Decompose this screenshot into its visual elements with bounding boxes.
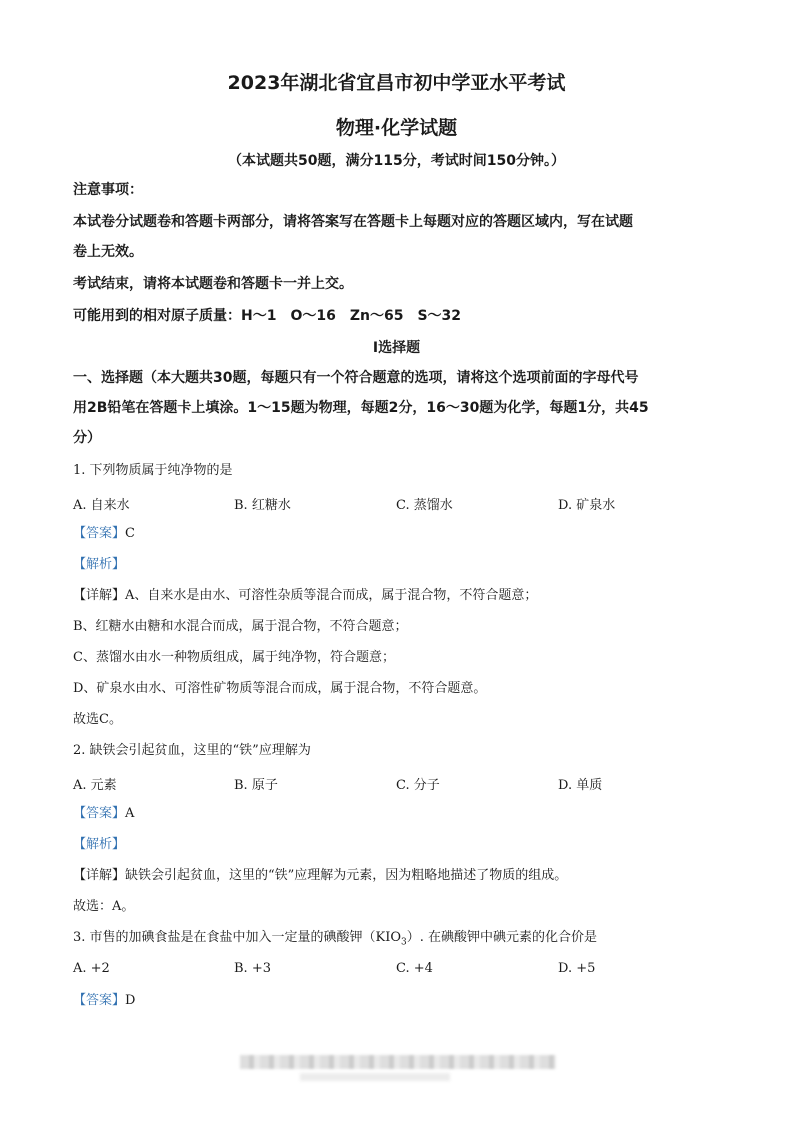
q2-option-a: A. 元素 (73, 778, 117, 793)
q2-option-d: D. 单质 (558, 778, 603, 793)
notice-heading: 注意事项： (73, 182, 143, 198)
q3-stem-after: ）. 在碘酸钾中碘元素的化合价是 (406, 930, 598, 945)
section-intro-1: 一、选择题（本大题共30题，每题只有一个符合题意的选项，请将这个选项前面的字母代号 (73, 370, 639, 386)
q3-option-b: B. +3 (234, 961, 271, 976)
q2-detail-1 (73, 867, 567, 885)
notice-line-2: 卷上无效。 (73, 244, 143, 260)
q2-answer (73, 805, 134, 823)
q3-stem-before: 3. 市售的加碘食盐是在食盐中加入一定量的碘酸钾（KIO (73, 930, 402, 945)
q1-analysis-tag: 【解析】 (73, 557, 126, 572)
section-title: Ⅰ选择题 (372, 340, 421, 356)
q1-answer (73, 525, 135, 543)
exam-note: （本试题共50题，满分115分，考试时间150分钟。） (228, 153, 565, 169)
q2-option-c: C. 分子 (396, 778, 440, 793)
notice-line-1: 本试卷分试题卷和答题卡两部分，请将答案写在答题卡上每题对应的答题区域内，写在试题 (73, 214, 633, 230)
q3-option-a: A. +2 (73, 961, 110, 976)
q1-detail-4: D、矿泉水由水、可溶性矿物质等混合而成，属于混合物，不符合题意。 (73, 681, 487, 696)
q2-conclusion: 故选：A。 (73, 899, 135, 914)
q2-stem: 2. 缺铁会引起贫血，这里的“铁”应理解为 (73, 743, 311, 758)
detail-tag: 【详解】 (73, 868, 126, 883)
exam-subtitle: 物理·化学试题 (335, 117, 458, 139)
q2-option-b: B. 原子 (234, 778, 278, 793)
q1-option-d: D. 矿泉水 (558, 498, 616, 513)
q3-option-d: D. +5 (558, 961, 596, 976)
notice-line-3: 考试结束，请将本试题卷和答题卡一并上交。 (73, 276, 353, 292)
q1-option-a: A. 自来水 (73, 498, 130, 513)
q3-option-c: C. +4 (396, 961, 433, 976)
q2-analysis-tag: 【解析】 (73, 837, 126, 852)
q1-detail-1-text: A、自来水是由水、可溶性杂质等混合而成，属于混合物，不符合题意； (125, 588, 538, 603)
q1-option-c: C. 蒸馏水 (396, 498, 453, 513)
q3-answer-value: D (125, 993, 136, 1008)
q2-answer-value: A (125, 806, 135, 821)
q1-detail-1 (73, 587, 537, 605)
section-intro-2: 用2B铅笔在答题卡上填涂。1～15题为物理，每题2分，16～30题为化学，每题1分，共45 (73, 400, 649, 416)
section-intro-3: 分） (73, 430, 101, 446)
q2-detail-1-text: 缺铁会引起贫血，这里的“铁”应理解为元素，因为粗略地描述了物质的组成。 (125, 868, 568, 883)
exam-title: 2023年湖北省宜昌市初中学亚水平考试 (227, 72, 566, 94)
answer-tag: 【答案】 (73, 526, 126, 541)
q1-answer-value: C (125, 526, 135, 541)
q3-stem (73, 929, 597, 952)
q1-conclusion: 故选C。 (73, 712, 122, 727)
q3-answer (73, 992, 135, 1010)
blurred-watermark (240, 1055, 556, 1069)
q1-stem: 1. 下列物质属于纯净物的是 (73, 463, 233, 478)
q1-option-b: B. 红糖水 (234, 498, 291, 513)
blurred-watermark-sub (300, 1073, 450, 1081)
atomic-mass-line: 可能用到的相对原子质量：H～1 O～16 Zn～65 S～32 (73, 308, 462, 324)
q3-stem-subscript: 3 (401, 937, 407, 948)
q1-detail-2: B、红糖水由糖和水混合而成，属于混合物，不符合题意； (73, 619, 408, 634)
q1-detail-3: C、蒸馏水由水一种物质组成，属于纯净物，符合题意； (73, 650, 395, 665)
answer-tag: 【答案】 (73, 993, 126, 1008)
detail-tag: 【详解】 (73, 588, 126, 603)
answer-tag: 【答案】 (73, 806, 126, 821)
